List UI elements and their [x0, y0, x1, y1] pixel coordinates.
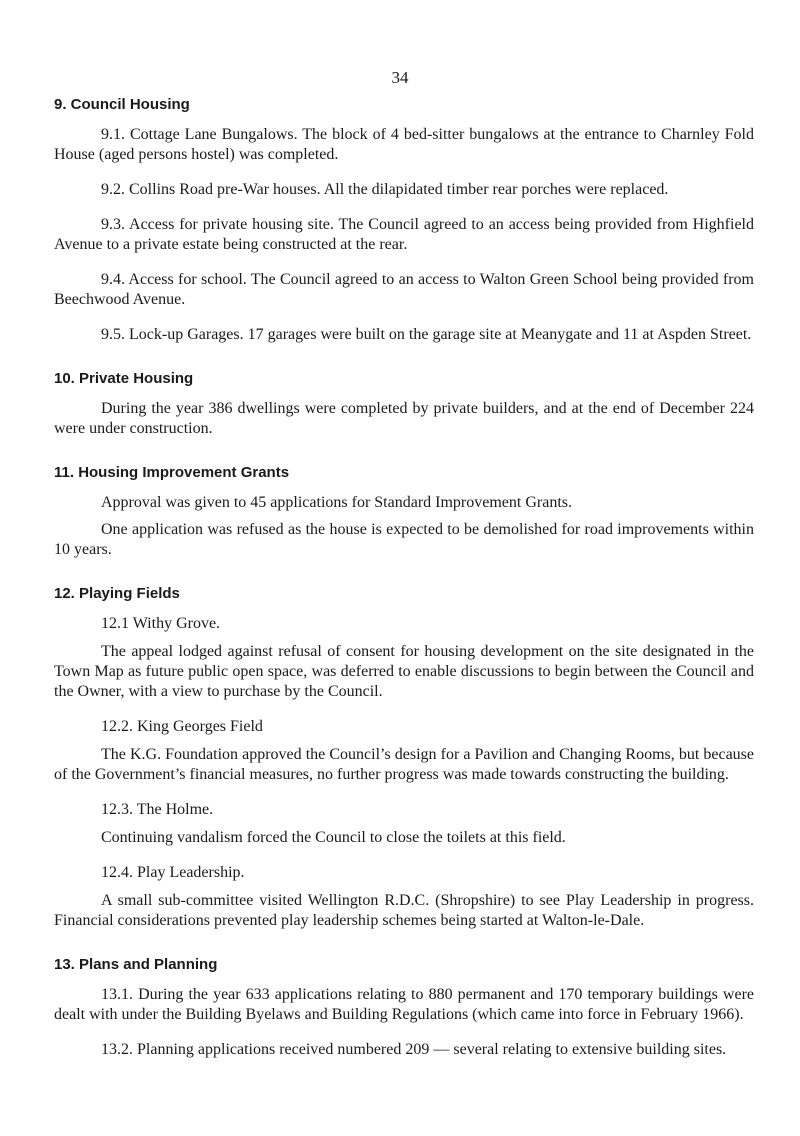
section-housing-improvement-grants: [54, 463, 754, 560]
page-number: 34: [391, 68, 409, 87]
section-heading: 11. Housing Improvement Grants: [54, 464, 290, 481]
section-heading: 13. Plans and Planning: [54, 956, 218, 973]
paragraph: 9.1. Cottage Lane Bungalows. The block of 4 bed-sitter bungalows at the entrance to Charnley Fold House (aged persons hostel) was completed.: [54, 126, 754, 163]
paragraph: Approval was given to 45 applications for Standard Improvement Grants.: [101, 494, 572, 511]
subsection-title: 12.4. Play Leadership.: [101, 864, 245, 881]
document-body: [54, 95, 754, 1084]
paragraph: 9.4. Access for school. The Council agreed to an access to Walton Green School being provided from Beechwood Avenue.: [54, 271, 754, 308]
paragraph: 13.2. Planning applications received numbered 209 — several relating to extensive building sites.: [101, 1041, 727, 1058]
paragraph: One application was refused as the house is expected to be demolished for road improvements within 10 years.: [54, 521, 754, 558]
paragraph: The appeal lodged against refusal of consent for housing development on the site designated in the Town Map as future public open space, was deferred to enable discussions to begin between the Council and the Owner, with a view to purchase by the Council.: [54, 643, 754, 700]
section-heading: 12. Playing Fields: [54, 585, 180, 602]
paragraph: The K.G. Foundation approved the Council’s design for a Pavilion and Changing Rooms, but because of the Government’s financial measures, no further progress was made towards constructing the building.: [54, 746, 754, 783]
subsection-title: 12.3. The Holme.: [101, 801, 214, 818]
subsection-title: 12.2. King Georges Field: [101, 718, 263, 735]
paragraph: 9.2. Collins Road pre-War houses. All the dilapidated timber rear porches were replaced.: [101, 181, 669, 198]
paragraph: A small sub-committee visited Wellington R.D.C. (Shropshire) to see Play Leadership in progress. Financial considerations prevented play leadership schemes being started at Walton-le-Dale.: [54, 892, 754, 929]
paragraph: 9.3. Access for private housing site. The Council agreed to an access being provided from Highfield Avenue to a private estate being constructed at the rear.: [54, 216, 754, 253]
section-plans-and-planning: [54, 955, 754, 1060]
paragraph: 13.1. During the year 633 applications relating to 880 permanent and 170 temporary buildings were dealt with under the Building Byelaws and Building Regulations (which came into force in February 1966).: [54, 986, 754, 1023]
section-playing-fields: [54, 584, 754, 931]
section-council-housing: [54, 95, 754, 345]
paragraph: 9.5. Lock-up Garages. 17 garages were built on the garage site at Meanygate and 11 at Aspden Street.: [101, 326, 752, 343]
paragraph: During the year 386 dwellings were completed by private builders, and at the end of December 224 were under construction.: [54, 400, 754, 437]
section-heading: 10. Private Housing: [54, 370, 194, 387]
section-heading: 9. Council Housing: [54, 96, 190, 113]
paragraph: Continuing vandalism forced the Council to close the toilets at this field.: [101, 829, 566, 846]
section-private-housing: [54, 369, 754, 439]
subsection-title: 12.1 Withy Grove.: [101, 615, 221, 632]
